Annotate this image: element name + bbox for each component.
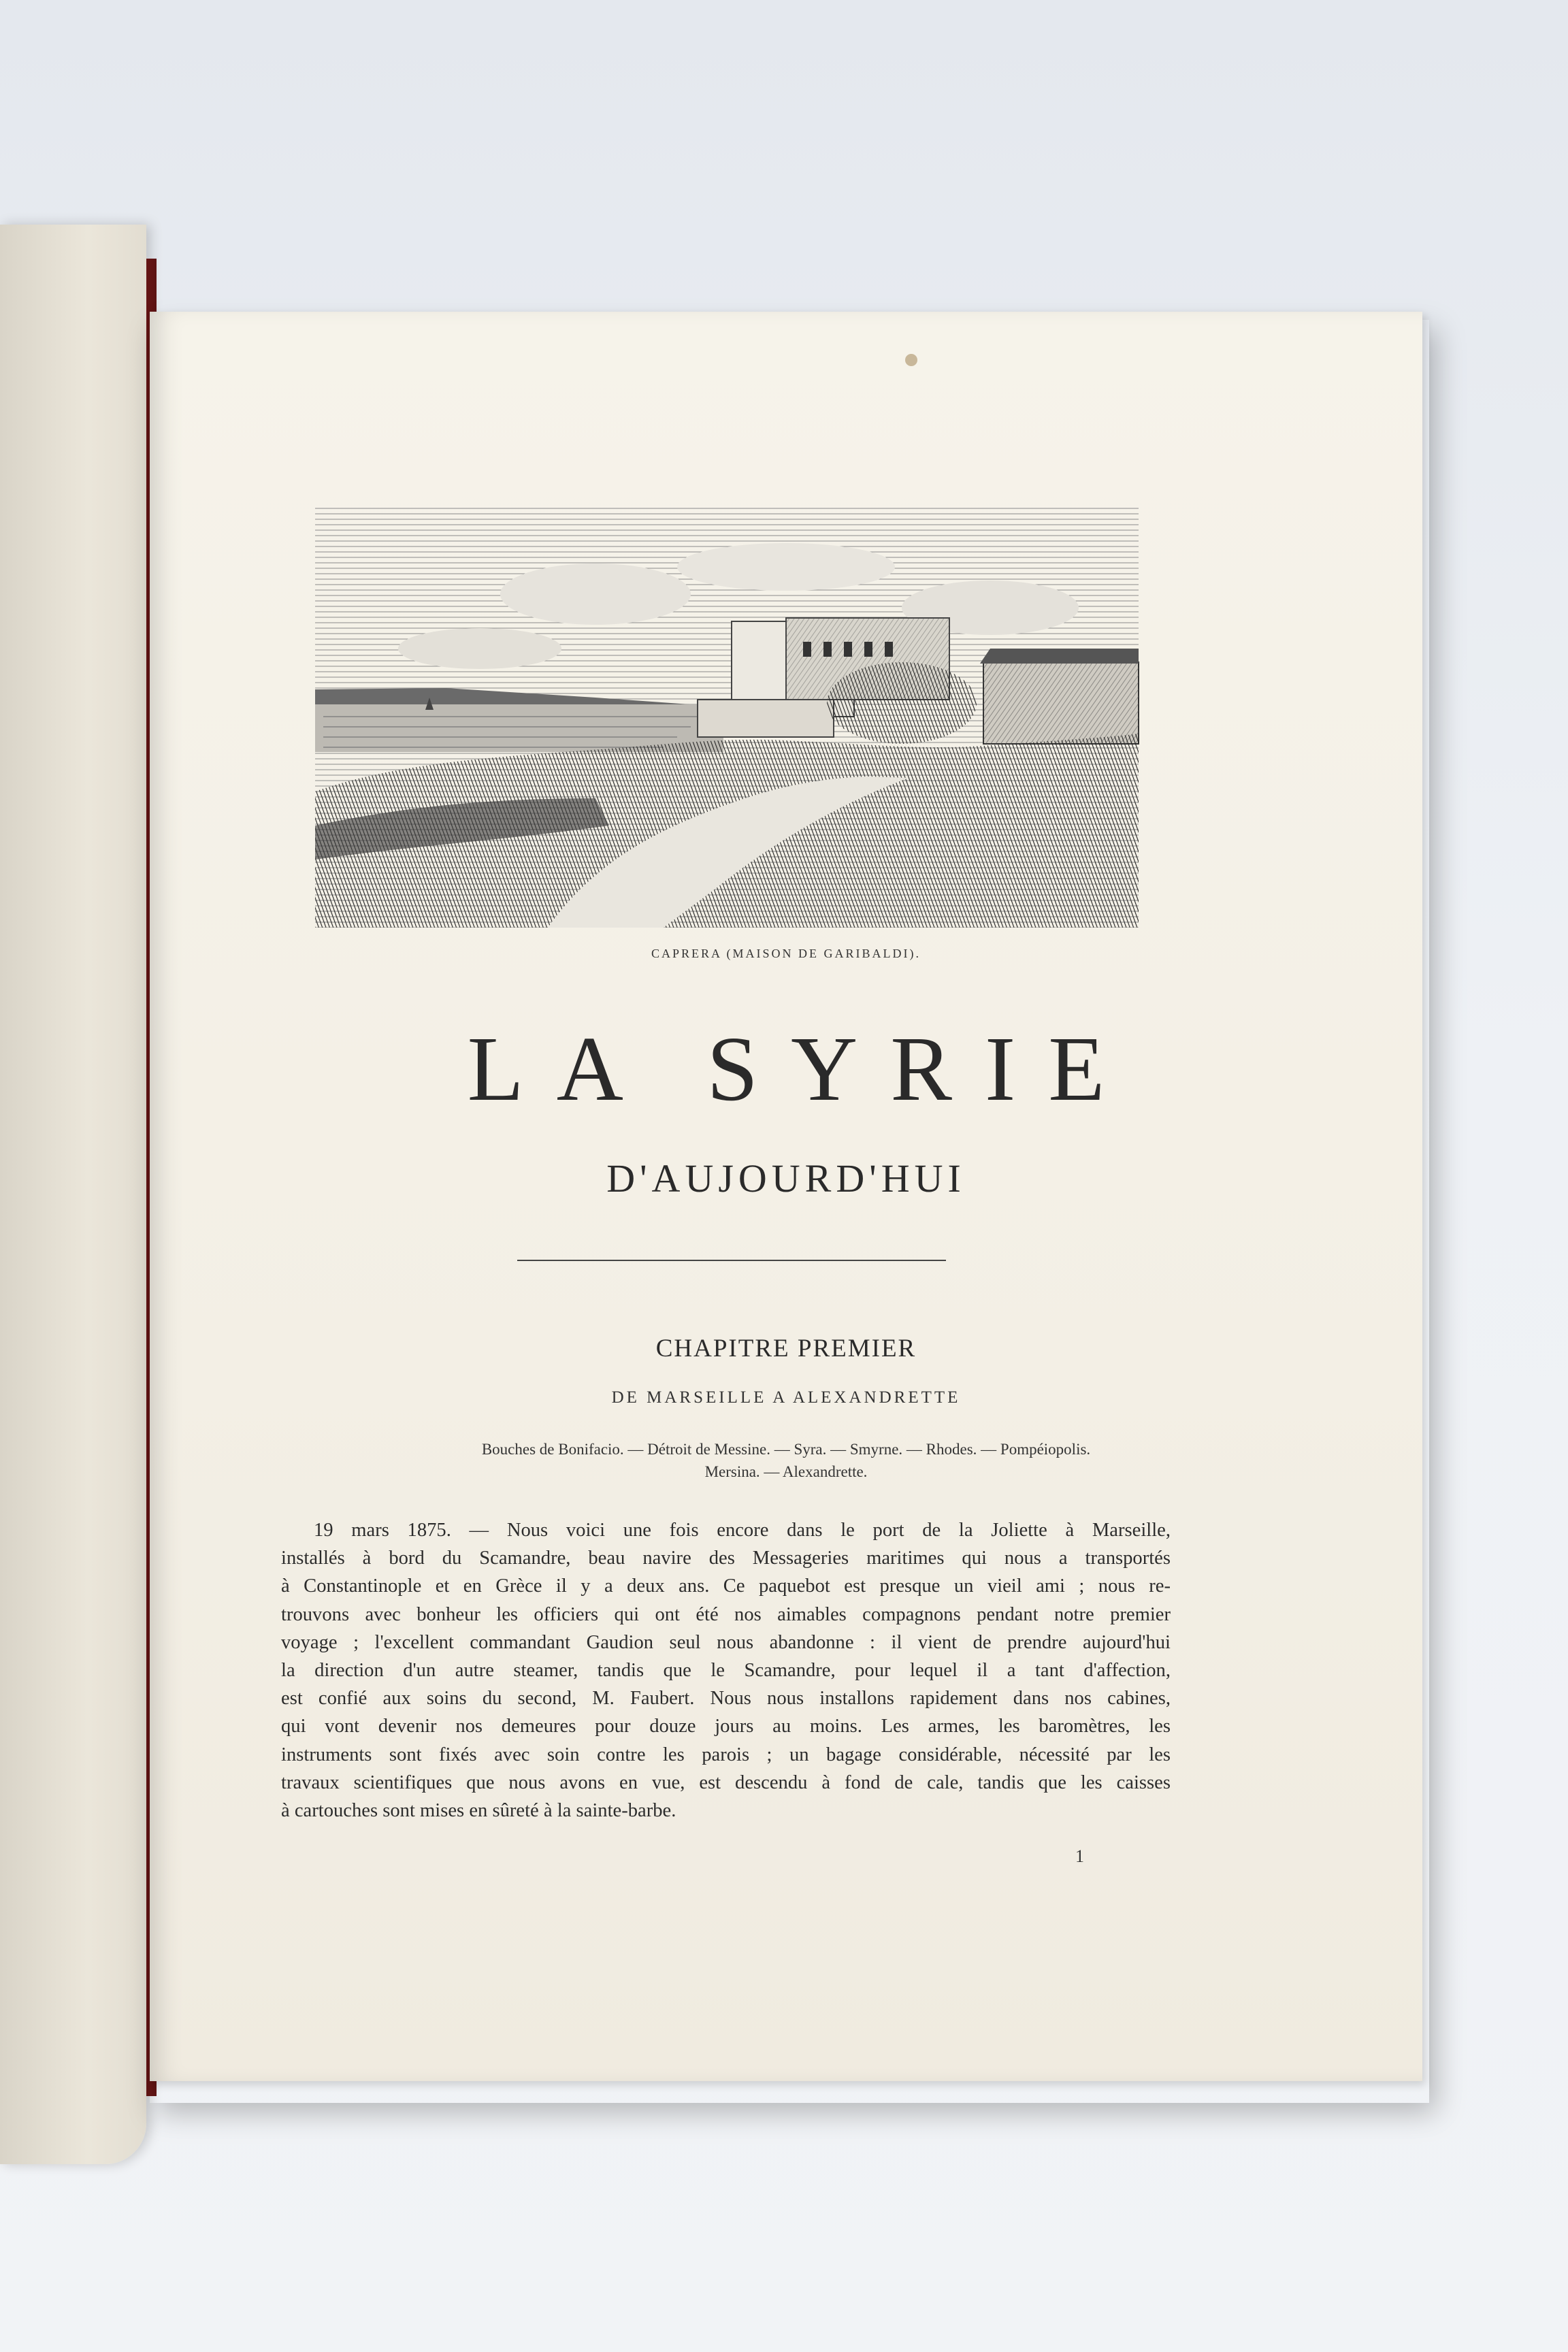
book-subtitle: D'AUJOURD'HUI (606, 1156, 966, 1200)
text-line: travaux scientifiques que nous avons en vue, est descendu à fond de cale, tandis que les caisses (281, 1771, 1171, 1793)
chapter-subtitle: DE MARSEILLE A ALEXANDRETTE (611, 1388, 961, 1407)
left-page (0, 225, 146, 2164)
text-line: à Constantinople et en Grèce il y a deux ans. Ce paquebot est presque un vieil ami ; nous re- (281, 1575, 1171, 1597)
cloud (398, 628, 561, 669)
book-page (150, 312, 1422, 2081)
cloud (500, 564, 691, 625)
text-line: qui vont devenir nos demeures pour douze jours au moins. Les armes, les baromètres, les (281, 1716, 1171, 1737)
summary-line: Bouches de Bonifacio. — Détroit de Messine. — Syra. — Smyrne. — Rhodes. — Pompéiopolis. (481, 1441, 1091, 1458)
engraving-caption: CAPRERA (MAISON DE GARIBALDI). (651, 947, 921, 960)
book-title: LA SYRIE (467, 1018, 1138, 1120)
body-paragraph (281, 1516, 1171, 1825)
cloud (677, 543, 895, 591)
page-number: 1 (1075, 1846, 1084, 1866)
chapter-title: CHAPITRE PREMIER (655, 1335, 917, 1362)
text-line: est confié aux soins du second, M. Faubert. Nous nous installons rapidement dans nos cabines, (281, 1688, 1171, 1710)
summary-line: Mersina. — Alexandrette. (704, 1463, 868, 1480)
engraving-illustration (310, 506, 1140, 931)
text-line: 19 mars 1875. — Nous voici une fois encore dans le port de la Joliette à Marseille, (314, 1520, 1171, 1541)
paper-foxing-spot (905, 354, 917, 366)
chapter-summary (361, 1438, 1211, 1483)
text-line: la direction d'un autre steamer, tandis que le Scamandre, pour lequel il a tant d'affection, (281, 1659, 1171, 1681)
text-line: trouvons avec bonheur les officiers qui ont été nos aimables compagnons pendant notre premier (281, 1603, 1171, 1625)
text-line: à cartouches sont mises en sûreté à la sainte-barbe. (281, 1799, 676, 1821)
text-line: instruments sont fixés avec soin contre les parois ; un bagage considérable, nécessité par les (281, 1744, 1171, 1765)
title-divider (517, 1260, 946, 1261)
trees (827, 662, 977, 744)
text-line: voyage ; l'excellent commandant Gaudion seul nous abandonne : il vient de prendre aujourd'hui (281, 1631, 1171, 1653)
text-line: installés à bord du Scamandre, beau navire des Messageries maritimes qui nous a transportés (281, 1548, 1171, 1569)
